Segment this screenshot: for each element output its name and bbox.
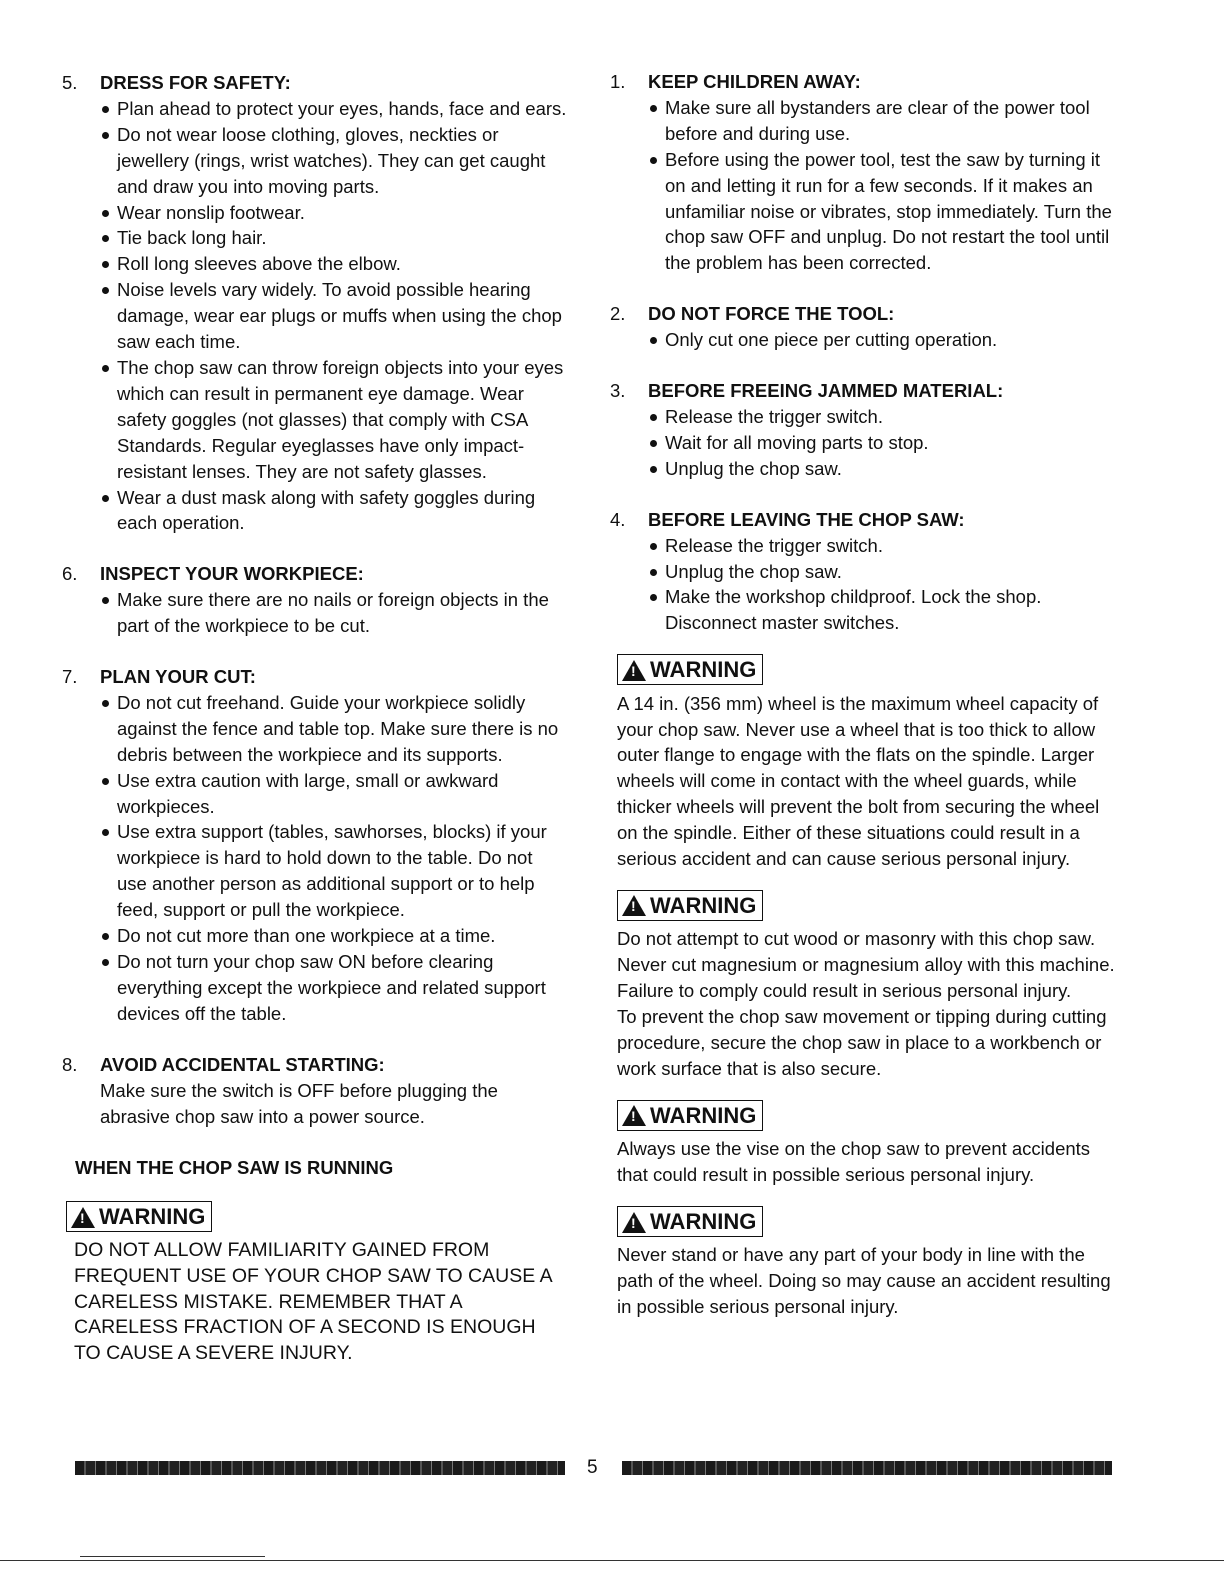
warning-triangle-icon: [622, 660, 646, 681]
bullet-item: [62, 122, 567, 200]
bullet-text: Use extra caution with large, small or awkward workpieces.: [117, 769, 499, 817]
warning-triangle-icon: [622, 895, 646, 916]
bullet-item: [610, 327, 1115, 353]
bullet-icon: [100, 768, 117, 820]
bullet-item: [610, 584, 1115, 636]
bullet-item: [610, 430, 1115, 456]
bullet-text: Unplug the chop saw.: [665, 560, 842, 582]
section-title: DRESS FOR SAFETY:: [100, 72, 291, 93]
bullet-icon: [648, 147, 665, 277]
section-number: 3.: [610, 380, 626, 402]
bullet-icon: [100, 200, 117, 226]
bullet-text: Do not turn your chop saw ON before clearing everything except the workpiece and related support devices off the table.: [117, 951, 546, 1024]
bullet-icon: [100, 485, 117, 537]
warning-text: A 14 in. (356 mm) wheel is the maximum wheel capacity of your chop saw. Never use a wheel that is too thick to allow outer flange to engage with the flats on the spindle. Larger wheels will come in contact with the wheel guards, while thicker wheels will prevent the bolt from securing the wheel on the spindle. Either of these situations could result in a serious accident and can cause serious personal injury.: [617, 692, 1100, 870]
bullet-item: [610, 404, 1115, 430]
right-column: [610, 69, 1115, 1320]
warning-block: [610, 890, 1115, 923]
bullet-item: [62, 277, 567, 355]
numbered-section: [610, 69, 1115, 276]
bullet-icon: [648, 327, 665, 353]
section-number: 2.: [610, 303, 626, 325]
warning-label-text: WARNING: [650, 1209, 757, 1235]
bullet-text: Before using the power tool, test the saw by turning it on and letting it run for a few seconds. If it makes an unfamiliar noise or vibrates, stop immediately. Turn the chop saw OFF and unplug. Do not restart the tool until the problem has been corrected.: [665, 148, 1112, 274]
section-title: KEEP CHILDREN AWAY:: [648, 71, 861, 92]
bullet-icon: [100, 355, 117, 485]
bullet-item: [62, 690, 567, 768]
warning-block: [62, 1201, 567, 1234]
numbered-section: [610, 507, 1115, 637]
bullet-item: [62, 819, 567, 923]
running-heading: WHEN THE CHOP SAW IS RUNNING: [75, 1157, 394, 1179]
bottom-rule-short: [80, 1556, 265, 1557]
bullet-icon: [100, 587, 117, 639]
bullet-icon: [648, 95, 665, 147]
numbered-section: [62, 561, 567, 639]
bullet-text: Unplug the chop saw.: [665, 457, 842, 479]
bullet-item: [62, 251, 567, 277]
bullet-icon: [100, 96, 117, 122]
bullet-text: Only cut one piece per cutting operation.: [665, 329, 998, 351]
section-heading: [62, 664, 567, 690]
bullet-item: [610, 533, 1115, 559]
warning-label: [617, 1100, 763, 1131]
bullet-item: [62, 96, 567, 122]
bullet-item: [62, 949, 567, 1027]
bullet-text: Plan ahead to protect your eyes, hands, face and ears.: [117, 97, 567, 119]
section-title: PLAN YOUR CUT:: [100, 666, 256, 688]
numbered-section: [610, 301, 1115, 353]
section-heading: [62, 70, 567, 96]
bullet-icon: [100, 949, 117, 1027]
section-heading: [610, 301, 1115, 327]
warning-label-text: WARNING: [99, 1204, 206, 1230]
section-title: DO NOT FORCE THE TOOL:: [648, 303, 895, 325]
bullet-text: Wait for all moving parts to stop.: [665, 431, 929, 453]
warning-triangle-icon: [71, 1207, 95, 1228]
numbered-section: [62, 1052, 567, 1130]
bullet-icon: [100, 122, 117, 200]
bullet-icon: [648, 456, 665, 482]
warning-block: [610, 1100, 1115, 1133]
bullet-text: Use extra support (tables, sawhorses, blocks) if your workpiece is hard to hold down to the table. Do not use another person as additional support or to help feed, support or pull the workpiece.: [117, 821, 547, 921]
warning-text: Always use the vise on the chop saw to prevent accidents that could result in possible serious personal injury.: [617, 1138, 1091, 1186]
bullet-item: [610, 456, 1115, 482]
warning-label: [66, 1201, 212, 1232]
bullet-item: [62, 587, 567, 639]
bullet-icon: [100, 251, 117, 277]
bullet-text: Make the workshop childproof. Lock the shop. Disconnect master switches.: [665, 586, 1042, 634]
bullet-text: Do not cut more than one workpiece at a time.: [117, 925, 496, 947]
bullet-item: [62, 923, 567, 949]
bullet-item: [62, 768, 567, 820]
bullet-icon: [648, 584, 665, 636]
warning-label: [617, 890, 763, 921]
section-title: BEFORE LEAVING THE CHOP SAW:: [648, 508, 965, 530]
bullet-item: [62, 225, 567, 251]
bullet-icon: [100, 690, 117, 768]
bullet-item: [62, 200, 567, 226]
bullet-text: Do not cut freehand. Guide your workpiece solidly against the fence and table top. Make sure there is no debris between the workpiece and its supports.: [117, 691, 559, 765]
section-title: AVOID ACCIDENTAL STARTING:: [100, 1053, 385, 1075]
bullet-text: Wear nonslip footwear.: [117, 201, 305, 223]
bullet-icon: [100, 923, 117, 949]
section-heading: [610, 378, 1115, 404]
bullet-icon: [648, 430, 665, 456]
section-number: 4.: [610, 508, 626, 530]
bullet-text: Do not wear loose clothing, gloves, neckties or jewellery (rings, wrist watches). They can get caught and draw you into moving parts.: [117, 123, 546, 197]
bullet-icon: [648, 533, 665, 559]
section-number: 5.: [62, 72, 78, 93]
bullet-text: Roll long sleeves above the elbow.: [117, 253, 401, 275]
warning-block: [610, 654, 1115, 687]
section-number: 1.: [610, 71, 626, 92]
bullet-text: Tie back long hair.: [117, 227, 267, 249]
section-heading: [62, 1052, 567, 1078]
numbered-section: [62, 70, 567, 536]
numbered-section: [610, 378, 1115, 482]
bullet-text: Release the trigger switch.: [665, 405, 883, 427]
section-heading: [62, 561, 567, 587]
bullet-text: The chop saw can throw foreign objects into your eyes which can result in permanent eye damage. Wear safety goggles (not glasses) that comply with CSA Standards. Regular eyeglasses have only impact-resistant lenses. They are not safety glasses.: [117, 356, 564, 482]
bullet-icon: [100, 225, 117, 251]
bullet-text: Wear a dust mask along with safety goggles during each operation.: [117, 486, 536, 534]
bullet-text: Make sure all bystanders are clear of the power tool before and during use.: [665, 96, 1090, 144]
warning-block: [610, 1206, 1115, 1239]
warning-text: Do not attempt to cut wood or masonry with this chop saw. Never cut magnesium or magnesium alloy with this machine. Failure to comply could result in serious personal injury. To prevent the chop saw movement or tipping during cutting procedure, secure the chop saw in place to a workbench or work surface that is also secure.: [617, 928, 1115, 1079]
warning-triangle-icon: [622, 1212, 646, 1233]
bottom-rule: [0, 1560, 1224, 1561]
page-number: 5: [587, 1457, 598, 1478]
bullet-item: [610, 147, 1115, 277]
section-number: 7.: [62, 666, 78, 688]
warning-text: DO NOT ALLOW FAMILIARITY GAINED FROM FREQUENT USE OF YOUR CHOP SAW TO CAUSE A CARELESS MISTAKE. REMEMBER THAT A CARELESS FRACTION OF A SECOND IS ENOUGH TO CAUSE A SEVERE INJURY.: [74, 1238, 552, 1365]
warning-label-text: WARNING: [650, 892, 757, 918]
warning-label-text: WARNING: [650, 1102, 757, 1128]
section-heading: [610, 507, 1115, 533]
bullet-text: Noise levels vary widely. To avoid possible hearing damage, wear ear plugs or muffs when using the chop saw each time.: [117, 279, 562, 353]
warning-label-text: WARNING: [650, 657, 757, 683]
warning-text: Never stand or have any part of your body in line with the path of the wheel. Doing so may cause an accident resulting in possible serious personal injury.: [617, 1244, 1111, 1318]
section-heading: [610, 69, 1115, 95]
bullet-icon: [100, 819, 117, 923]
warning-label: [617, 1206, 763, 1237]
section-number: 6.: [62, 563, 78, 585]
bullet-icon: [648, 404, 665, 430]
warning-triangle-icon: [622, 1105, 646, 1126]
section-title: BEFORE FREEING JAMMED MATERIAL:: [648, 380, 1004, 402]
bullet-item: [610, 559, 1115, 585]
section-number: 8.: [62, 1053, 78, 1075]
warning-label: [617, 654, 763, 685]
decorative-bar: [75, 1461, 565, 1475]
bullet-item: [610, 95, 1115, 147]
decorative-bar: [622, 1461, 1112, 1475]
bullet-icon: [648, 559, 665, 585]
section-paragraph: Make sure the switch is OFF before plugging the abrasive chop saw into a power source.: [100, 1079, 498, 1127]
left-column: [62, 70, 567, 1367]
section-title: INSPECT YOUR WORKPIECE:: [100, 563, 364, 585]
bullet-text: Release the trigger switch.: [665, 534, 883, 556]
bullet-text: Make sure there are no nails or foreign objects in the part of the workpiece to be cut.: [117, 589, 549, 637]
bullet-item: [62, 355, 567, 485]
numbered-section: [62, 664, 567, 1027]
bullet-item: [62, 485, 567, 537]
bullet-icon: [100, 277, 117, 355]
